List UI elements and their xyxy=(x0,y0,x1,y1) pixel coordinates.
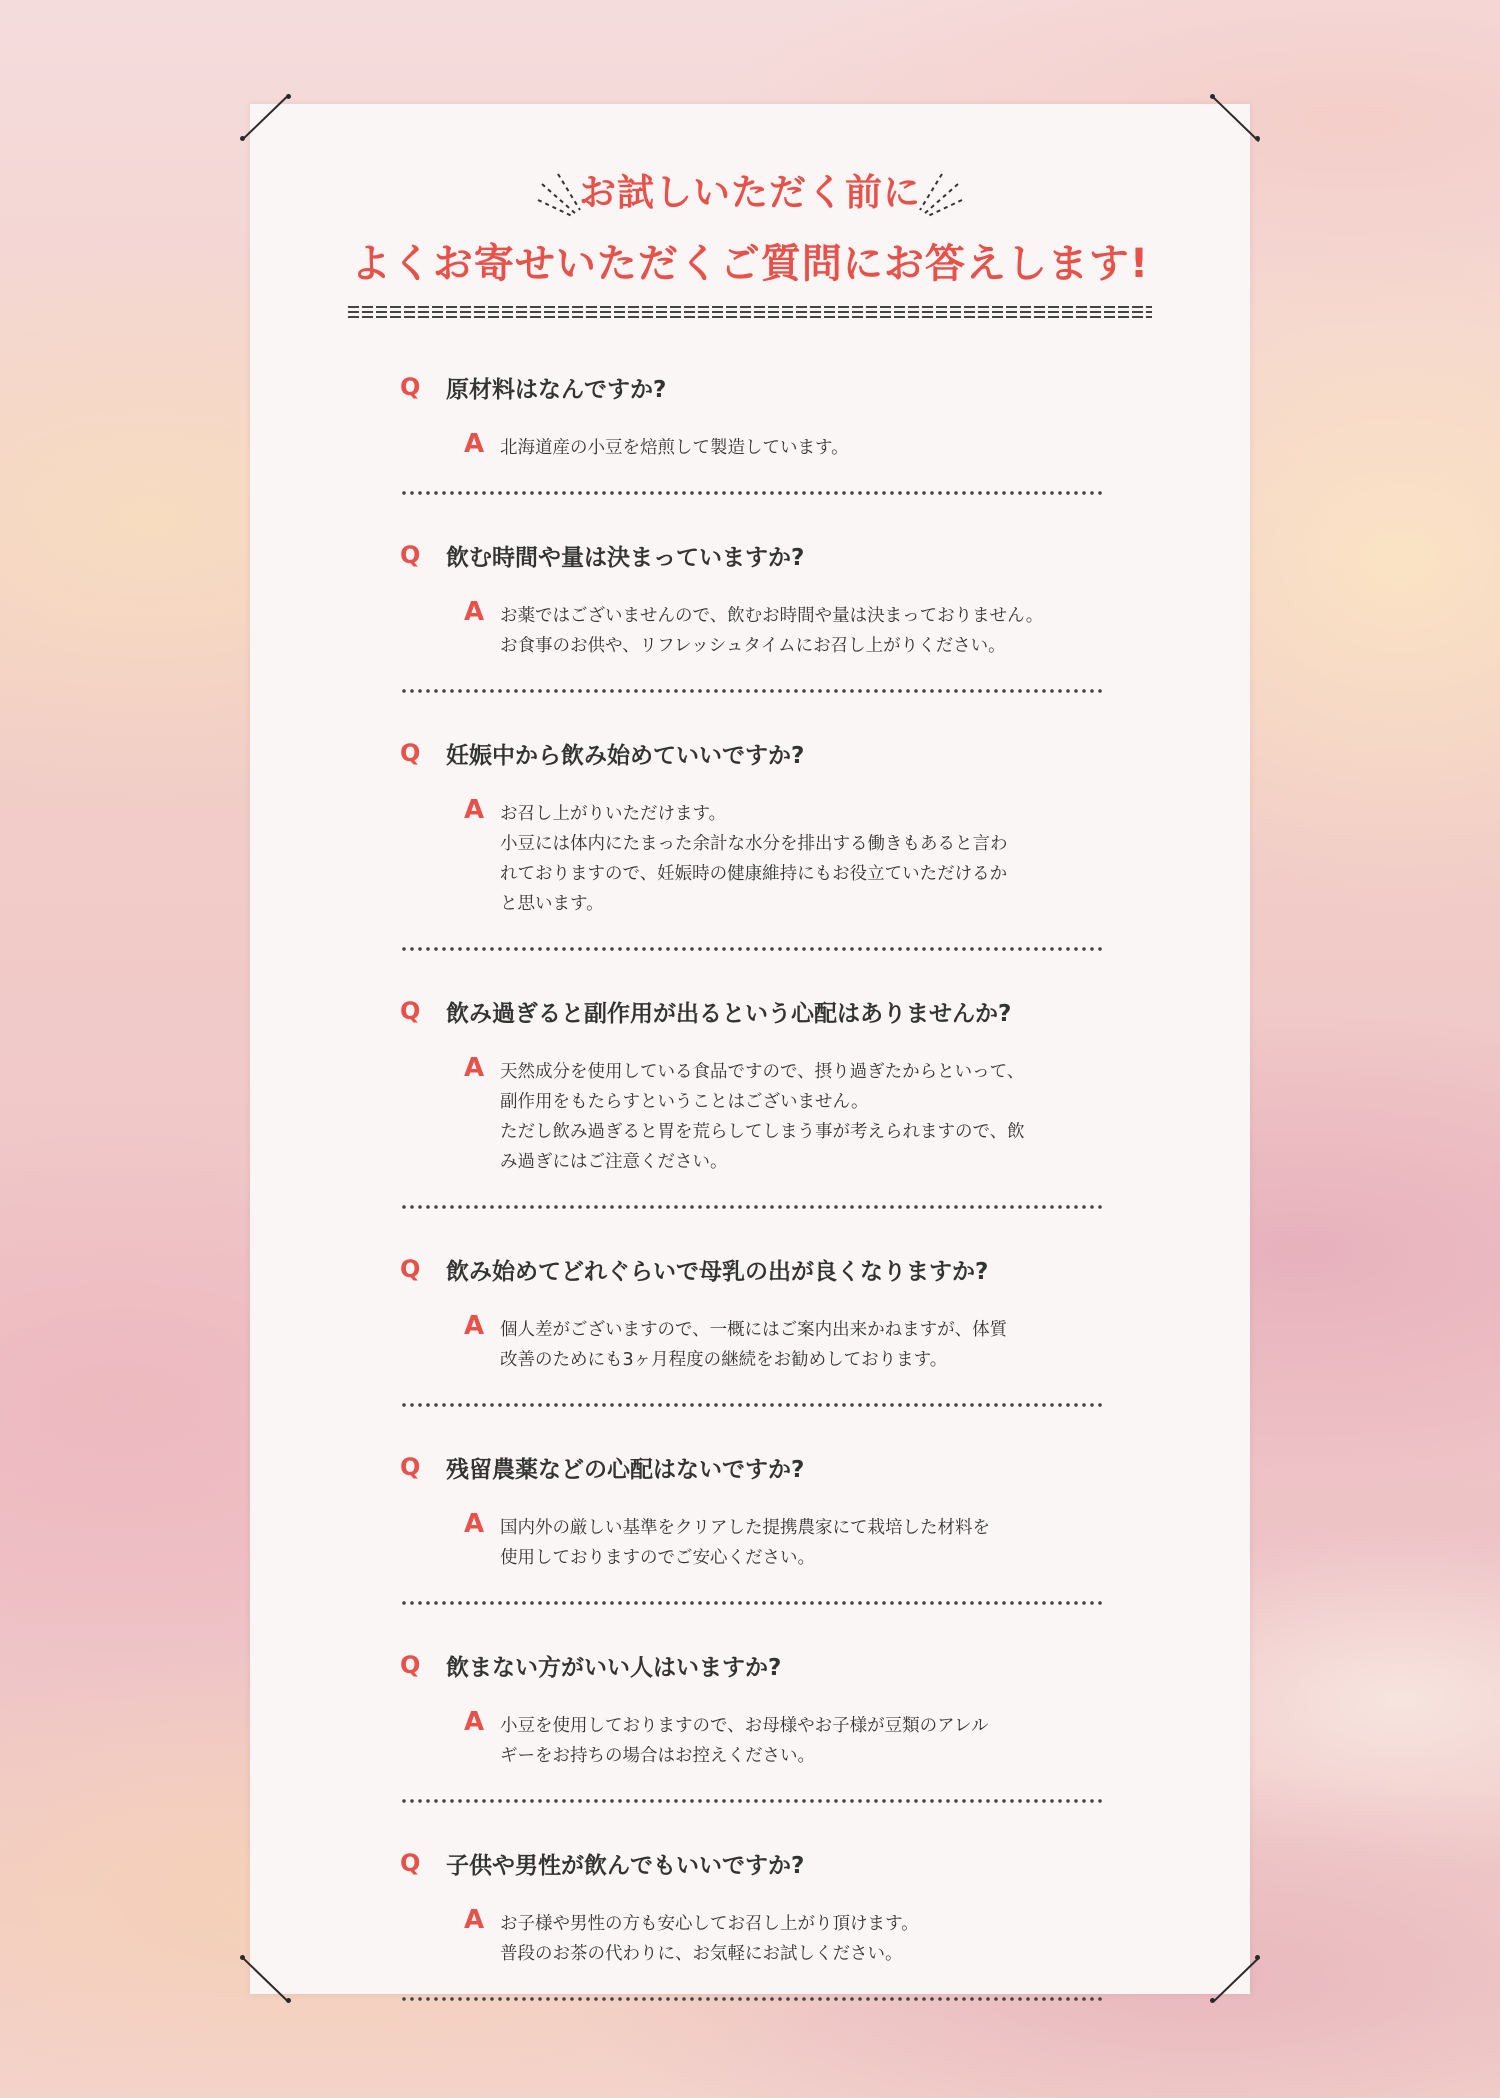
question-mark-label: Q xyxy=(400,541,421,569)
faq-item xyxy=(400,731,1105,951)
answer-mark-label: A xyxy=(464,795,485,825)
question-text: 原材料はなんですか? xyxy=(446,376,667,403)
dotted-divider xyxy=(400,1205,1105,1209)
answer-mark-label: A xyxy=(464,1509,485,1539)
question-mark-label: Q xyxy=(400,997,421,1025)
answer-text: 北海道産の小豆を焙煎して製造しています。 xyxy=(500,438,849,458)
question-mark-label: Q xyxy=(400,1255,421,1283)
faq-item xyxy=(400,1643,1105,1803)
answer-text: 個人差がございますので、一概にはご案内出来かねますが、体質 改善のためにも3ヶ月程度の継続をお勧めしております。 xyxy=(500,1320,1008,1370)
answer-mark-label: A xyxy=(464,1311,485,1341)
dotted-divider xyxy=(400,1997,1105,2001)
sparkle-right-icon xyxy=(916,170,964,218)
question-mark-label: Q xyxy=(400,739,421,767)
answer-mark-label: A xyxy=(464,1053,485,1083)
faq-item xyxy=(400,1841,1105,2001)
subtitle-row xyxy=(250,150,1250,220)
title-underline xyxy=(348,306,1152,318)
answer-text: お薬ではございませんので、飲むお時間や量は決まっておりません。 お食事のお供や、リフレッシュタイムにお召し上がりください。 xyxy=(500,606,1044,656)
question-mark-label: Q xyxy=(400,1453,421,1481)
question-text: 残留農薬などの心配はないですか? xyxy=(446,1456,805,1483)
answer-text: お召し上がりいただけます。 小豆には体内にたまった余計な水分を排出する働きもあると言わ れておりますので、妊娠時の健康維持にもお役立ていただけるか と思います。 xyxy=(500,804,1008,914)
dotted-divider xyxy=(400,1403,1105,1407)
dotted-divider xyxy=(400,689,1105,693)
faq-item xyxy=(400,533,1105,693)
page-title: よくお寄せいただくご質問にお答えします! xyxy=(350,241,1150,287)
question-text: 飲み過ぎると副作用が出るという心配はありませんか? xyxy=(446,1000,1012,1027)
dotted-divider xyxy=(400,1601,1105,1605)
page-subtitle: お試しいただく前に xyxy=(579,171,921,214)
question-text: 子供や男性が飲んでもいいですか? xyxy=(446,1852,805,1879)
faq-item xyxy=(400,1445,1105,1605)
answer-text: お子様や男性の方も安心してお召し上がり頂けます。 普段のお茶の代わりに、お気軽にお試しください。 xyxy=(500,1914,919,1964)
question-text: 飲み始めてどれぐらいで母乳の出が良くなりますか? xyxy=(446,1258,989,1285)
dotted-divider xyxy=(400,1799,1105,1803)
answer-mark-label: A xyxy=(464,429,485,459)
dotted-divider xyxy=(400,947,1105,951)
answer-mark-label: A xyxy=(464,597,485,627)
answer-text: 天然成分を使用している食品ですので、摂り過ぎたからといって、 副作用をもたらすということはございません。 ただし飲み過ぎると胃を荒らしてしまう事が考えられますので、飲 み過ぎにはご注意ください。 xyxy=(500,1062,1025,1172)
answer-mark-label: A xyxy=(464,1905,485,1935)
page-header xyxy=(250,150,1250,287)
faq-item xyxy=(400,365,1105,495)
question-text: 飲まない方がいい人はいますか? xyxy=(446,1654,782,1681)
dotted-divider xyxy=(400,491,1105,495)
question-mark-label: Q xyxy=(400,373,421,401)
answer-text: 小豆を使用しておりますので、お母様やお子様が豆類のアレル ギーをお持ちの場合はお控えください。 xyxy=(500,1716,989,1766)
faq-list xyxy=(400,365,1105,2039)
question-text: 飲む時間や量は決まっていますか? xyxy=(446,544,805,571)
question-mark-label: Q xyxy=(400,1849,421,1877)
faq-item xyxy=(400,989,1105,1209)
faq-item xyxy=(400,1247,1105,1407)
question-mark-label: Q xyxy=(400,1651,421,1679)
question-text: 妊娠中から飲み始めていいですか? xyxy=(446,742,805,769)
answer-mark-label: A xyxy=(464,1707,485,1737)
answer-text: 国内外の厳しい基準をクリアした提携農家にて栽培した材料を 使用しておりますのでご安心ください。 xyxy=(500,1518,990,1568)
